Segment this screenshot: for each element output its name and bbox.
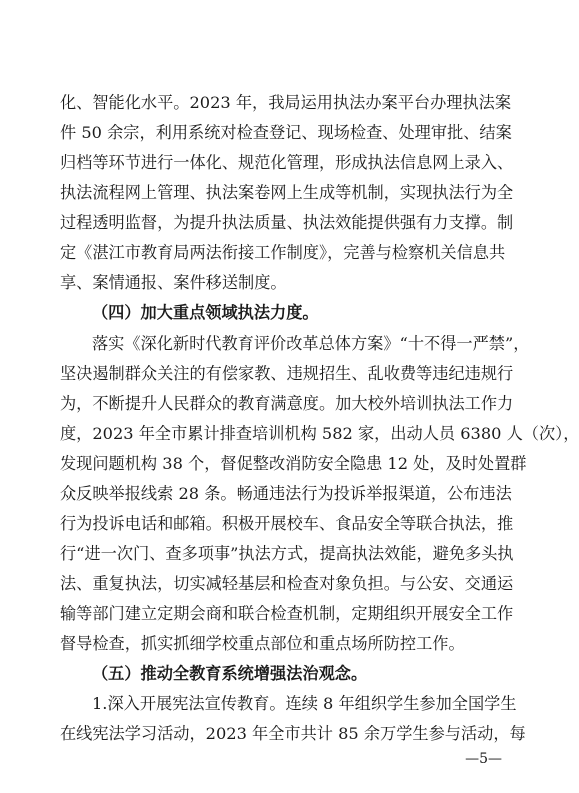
body-text-line: 化、智能化水平。2023 年，我局运用执法办案平台办理执法案: [60, 93, 512, 112]
body-text-line: 件 50 余宗，利用系统对检查登记、现场检查、处理审批、结案: [60, 123, 512, 142]
body-text-line: 在线宪法学习活动，2023 年全市共计 85 余万学生参与活动，每: [60, 724, 526, 743]
body-text-line: 为，不断提升人民群众的教育满意度。加大校外培训执法工作力: [60, 394, 514, 413]
body-text-line: 1.深入开展宪法宣传教育。连续 8 年组织学生参加全国学生: [92, 694, 517, 713]
body-text-line: 归档等环节进行一体化、规范化管理，形成执法信息网上录入、: [60, 153, 514, 172]
body-text-line: 发现问题机构 38 个，督促整改消防安全隐患 12 处，及时处置群: [60, 454, 527, 473]
body-text-line: 督导检查，抓实抓细学校重点部位和重点场所防控工作。: [60, 634, 465, 653]
body-text-line: 过程透明监督，为提升执法质量、执法效能提供强有力支撑。制: [60, 213, 514, 232]
body-text-line: 输等部门建立定期会商和联合检查机制，定期组织开展安全工作: [60, 604, 514, 623]
section-heading-5: （五）推动全教育系统增强法治观念。: [92, 664, 368, 683]
body-text-line: 众反映举报线索 28 条。畅通违法行为投诉举报渠道，公布违法: [60, 484, 512, 503]
page-number: —5—: [465, 751, 502, 767]
body-text-line: 执法流程网上管理、执法案卷网上生成等机制，实现执法行为全: [60, 183, 514, 202]
body-text-line: 行为投诉电话和邮箱。积极开展校车、食品安全等联合执法，推: [60, 514, 514, 533]
body-text-line: 法、重复执法，切实减轻基层和检查对象负担。与公安、交通运: [60, 574, 514, 593]
body-text-line: 享、案情通报、案件移送制度。: [60, 273, 287, 292]
section-heading-4: （四）加大重点领域执法力度。: [92, 303, 319, 322]
body-text-line: 行“进一次门、查多项事”执法方式，提高执法效能，避免多头执: [60, 544, 514, 563]
body-text-line: 度，2023 年全市累计排查培训机构 582 家，出动人员 6380 人（次），: [60, 424, 579, 443]
body-text-line: 定《湛江市教育局两法衔接工作制度》，完善与检察机关信息共: [60, 243, 506, 262]
body-text-line: 坚决遏制群众关注的有偿家教、违规招生、乱收费等违纪违规行: [60, 364, 514, 383]
body-text-line: 落实《深化新时代教育评价改革总体方案》“十不得一严禁”，: [92, 334, 530, 353]
